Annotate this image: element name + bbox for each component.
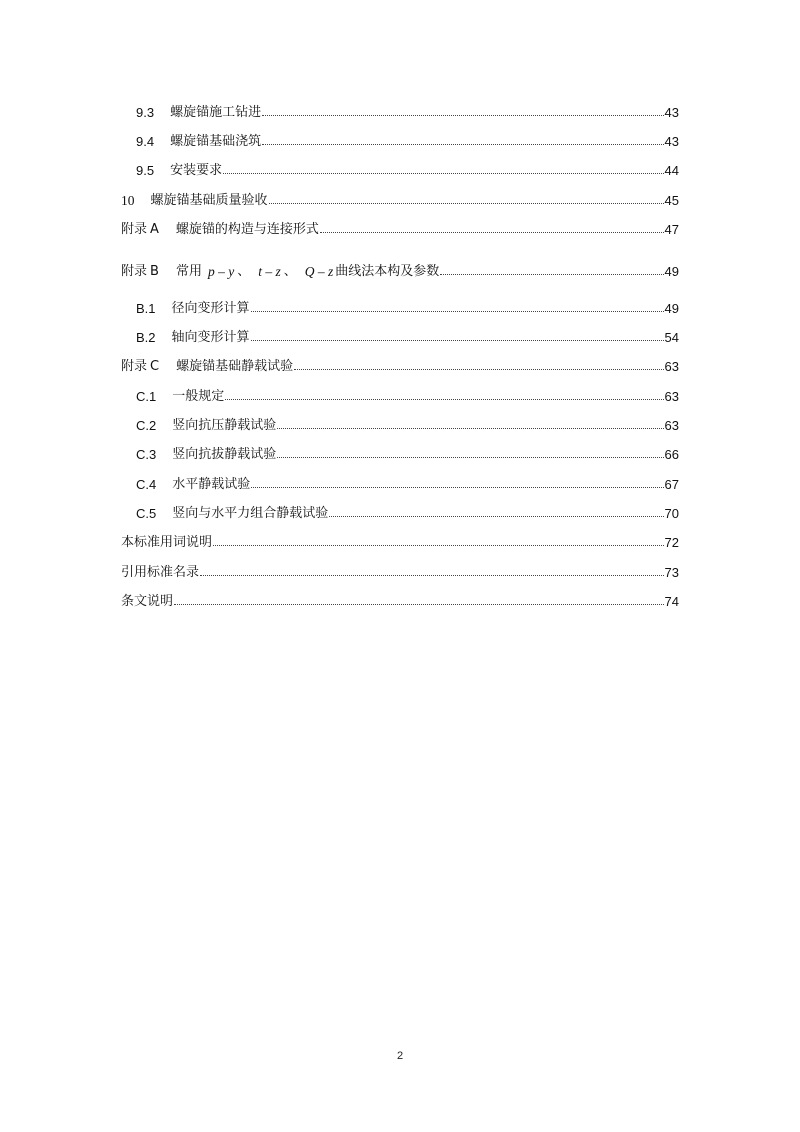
toc-entry-number: C.3 [136, 447, 157, 462]
dot-leader [223, 172, 663, 174]
toc-entry-number: C.1 [136, 389, 157, 404]
toc-entry-number: C.5 [136, 506, 157, 521]
dot-leader [277, 456, 663, 458]
toc-entry-c-3[interactable] [136, 439, 679, 461]
toc-entry-title-suffix: 曲线法本构及参数 [335, 264, 440, 279]
dot-leader [320, 231, 664, 233]
dot-leader [225, 398, 663, 400]
toc-entry-b-1[interactable] [136, 293, 679, 315]
toc-entry-clause-explanation[interactable] [121, 586, 679, 608]
toc-entry-page: 66 [664, 447, 679, 462]
toc-entry-title: 螺旋锚施工钻进 [170, 105, 262, 120]
toc-entry-title: 水平静载试验 [172, 477, 251, 492]
dot-leader [251, 486, 663, 488]
toc-entry-appendix-b[interactable] [121, 256, 679, 278]
appendix-prefix: 附录 [121, 222, 148, 237]
toc-entry-chapter-10[interactable] [121, 185, 679, 207]
toc-entry-title: 本标准用词说明 [121, 535, 213, 550]
toc-entry-title: 条文说明 [121, 594, 174, 609]
dot-leader [200, 574, 664, 576]
page-number: 2 [396, 1050, 404, 1062]
toc-entry-title: 竖向与水平力组合静载试验 [172, 506, 329, 521]
toc-entry-title: 螺旋锚基础浇筑 [170, 134, 262, 149]
separator: 、 [237, 264, 251, 279]
toc-entry-number: B.1 [136, 301, 156, 316]
toc-entry-title: 轴向变形计算 [171, 330, 250, 345]
toc-entry-title: 安装要求 [170, 163, 223, 178]
appendix-prefix: 附录 [121, 359, 148, 374]
toc-entry-page: 45 [664, 193, 679, 208]
appendix-prefix: 附录 [121, 264, 148, 279]
toc-entry-page: 72 [664, 535, 679, 550]
dot-leader [174, 603, 664, 605]
toc-entry-page: 43 [664, 105, 679, 120]
toc-entry-page: 73 [664, 565, 679, 580]
dot-leader [269, 202, 664, 204]
math-t-z: t – z [258, 263, 281, 279]
math-p-y: p – y [207, 263, 235, 279]
dot-leader [251, 339, 664, 341]
toc-entry-title: 引用标准名录 [121, 565, 200, 580]
dot-leader [213, 544, 664, 546]
toc-entry-b-2[interactable] [136, 322, 679, 344]
toc-entry-title: 一般规定 [172, 389, 225, 404]
toc-entry-number: C.4 [136, 477, 157, 492]
toc-entry-title: 竖向抗压静载试验 [172, 418, 277, 433]
dot-leader [440, 273, 663, 275]
toc-entry-title: 竖向抗拔静载试验 [172, 447, 277, 462]
toc-entry-title-prefix: 常用 [175, 264, 202, 279]
math-q-z: Q – z [304, 263, 334, 279]
toc-entry-page: 43 [664, 134, 679, 149]
toc-entry-page: 49 [664, 264, 679, 279]
toc-entry-referenced-standards[interactable] [121, 557, 679, 579]
dot-leader [251, 310, 664, 312]
toc-entry-c-1[interactable] [136, 381, 679, 403]
toc-entry-page: 63 [664, 359, 679, 374]
toc-entry-wording-explanation[interactable] [121, 527, 679, 549]
toc-entry-c-2[interactable] [136, 410, 679, 432]
toc-entry-title: 螺旋锚基础静载试验 [176, 359, 294, 374]
appendix-letter: C [150, 359, 160, 374]
toc-entry-page: 63 [664, 418, 679, 433]
toc-entry-page: 63 [664, 389, 679, 404]
dot-leader [277, 427, 663, 429]
toc-entry-c-5[interactable] [136, 498, 679, 520]
toc-entry-number: 9.5 [136, 163, 155, 178]
dot-leader [329, 515, 663, 517]
appendix-letter: B [150, 264, 159, 279]
toc-entry-appendix-c[interactable] [121, 351, 679, 373]
toc-entry-page: 47 [664, 222, 679, 237]
toc-entry-title: 螺旋锚的构造与连接形式 [175, 222, 319, 237]
dot-leader [262, 114, 663, 116]
toc-entry-appendix-a[interactable] [121, 214, 679, 236]
toc-entry-9-4[interactable] [136, 126, 679, 148]
toc-entry-page: 67 [664, 477, 679, 492]
dot-leader [262, 143, 663, 145]
toc-entry-title: 径向变形计算 [171, 301, 250, 316]
toc-entry-9-5[interactable] [136, 155, 679, 177]
toc-entry-number: 9.4 [136, 134, 155, 149]
toc-entry-number: 9.3 [136, 105, 155, 120]
toc-entry-title: 螺旋锚基础质量验收 [150, 193, 268, 208]
dot-leader [294, 368, 663, 370]
toc-entry-page: 49 [664, 301, 679, 316]
appendix-letter: A [150, 222, 159, 237]
toc-entry-9-3[interactable] [136, 97, 679, 119]
toc-entry-number: C.2 [136, 418, 157, 433]
toc-entry-c-4[interactable] [136, 469, 679, 491]
toc-entry-number: 10 [121, 192, 135, 208]
toc-entry-page: 70 [664, 506, 679, 521]
toc-entry-page: 44 [664, 163, 679, 178]
toc-entry-page: 74 [664, 594, 679, 609]
toc-entry-page: 54 [664, 330, 679, 345]
separator: 、 [283, 264, 297, 279]
toc-entry-number: B.2 [136, 330, 156, 345]
